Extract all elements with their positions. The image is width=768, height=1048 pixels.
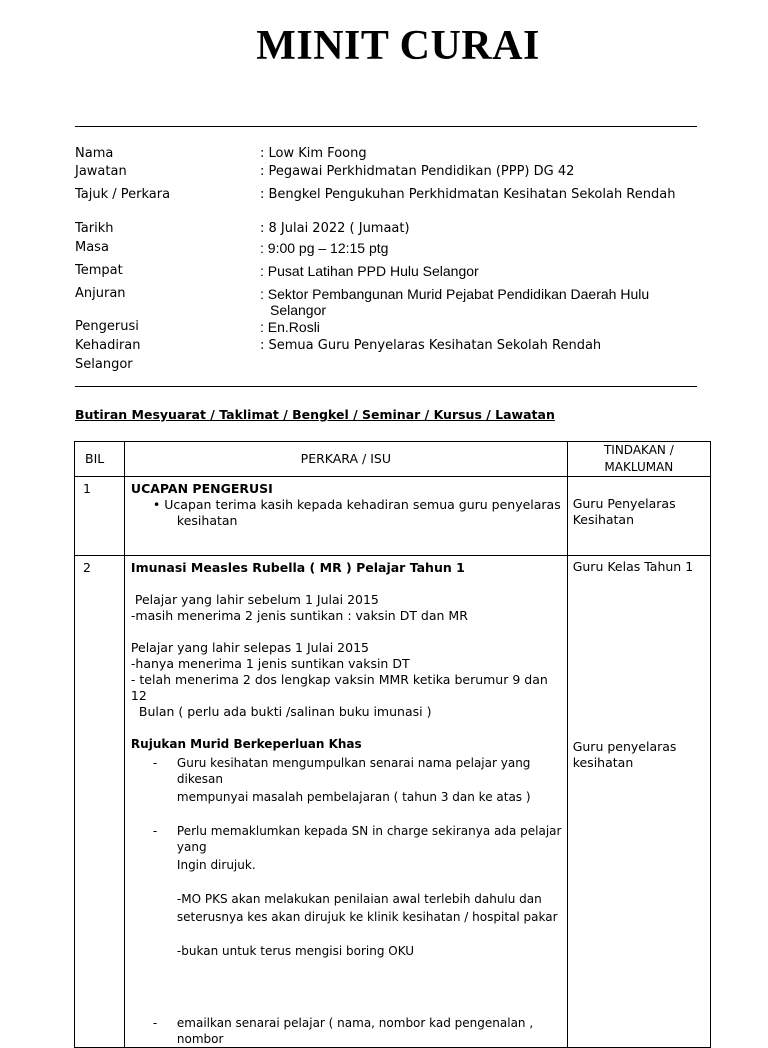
row-line: Bulan ( perlu ada bukti /salinan buku imunasi ) [130, 704, 432, 719]
field-value-nama: : Low Kim Foong [260, 146, 367, 161]
row-bil: 1 [75, 477, 125, 556]
field-label-kehadiran: Kehadiran [75, 338, 141, 353]
field-label-tarikh: Tarikh [75, 221, 114, 236]
tindakan-line1: Guru Penyelaras [572, 496, 676, 511]
row-line: Pelajar yang lahir selepas 1 Julai 2015 [130, 640, 369, 655]
list-dash: - [152, 824, 158, 838]
list-text-cont: seterusnya kes akan dirujuk ke klinik kesihatan / hospital pakar [176, 910, 558, 924]
row-tindakan [567, 477, 710, 556]
list-text: Guru kesihatan mengumpulkan senarai nama pelajar yang dikesan [176, 756, 531, 786]
row-heading: Imunasi Measles Rubella ( MR ) Pelajar Tahun 1 [130, 560, 465, 575]
header-tindakan-line2: MAKLUMAN [604, 460, 674, 474]
table-row [75, 477, 711, 556]
list-dash: - [152, 756, 158, 770]
list-text: emailkan senarai pelajar ( nama, nombor kad pengenalan , nombor [176, 1016, 534, 1046]
row-subheading: Rujukan Murid Berkeperluan Khas [130, 737, 362, 751]
field-label-tempat: Tempat [75, 263, 123, 278]
field-value-anjuran-line2: Selangor [270, 302, 327, 318]
field-value-masa: : 9:00 pg – 12:15 ptg [260, 240, 389, 256]
row-line: -hanya menerima 1 jenis suntikan vaksin DT [130, 656, 410, 671]
tindakan-block [573, 739, 677, 771]
list-item [131, 823, 565, 855]
tindakan-line: Guru Kelas Tahun 1 [572, 559, 694, 574]
row-tindakan [567, 556, 710, 1048]
field-label-nama: Nama [75, 146, 114, 161]
field-value-tajuk: : Bengkel Pengukuhan Perkhidmatan Kesihatan Sekolah Rendah [260, 187, 676, 202]
list-dash: - [152, 1016, 158, 1030]
list-item [131, 1015, 565, 1047]
header-bil: BIL [75, 442, 125, 477]
bottom-divider [75, 386, 697, 387]
row-line: -masih menerima 2 jenis suntikan : vaksin DT dan MR [130, 608, 468, 623]
table-header-row [75, 442, 711, 477]
row-bil: 2 [75, 556, 125, 1048]
field-value-jawatan: : Pegawai Perkhidmatan Pendidikan (PPP) DG 42 [260, 164, 575, 179]
field-value-tarikh: : 8 Julai 2022 ( Jumaat) [260, 221, 410, 236]
list-text: Perlu memaklumkan kepada SN in charge sekiranya ada pelajar yang [176, 824, 562, 854]
list-text-cont: Ingin dirujuk. [176, 858, 256, 872]
row-perkara [124, 556, 567, 1048]
header-perkara: PERKARA / ISU [124, 442, 567, 477]
row-perkara [124, 477, 567, 556]
minutes-table [74, 441, 711, 1048]
field-value-anjuran [260, 286, 649, 318]
list-text: -bukan untuk terus mengisi boring OKU [176, 944, 415, 958]
field-value-anjuran-line1: : Sektor Pembangunan Murid Pejabat Pendidikan Daerah Hulu [260, 286, 650, 302]
top-divider [75, 126, 697, 127]
field-label-anjuran: Anjuran [75, 286, 126, 301]
field-label-masa: Masa [75, 240, 109, 255]
field-value-tempat: : Pusat Latihan PPD Hulu Selangor [260, 263, 479, 279]
field-label-pengerusi: Pengerusi [75, 319, 139, 334]
section-heading: Butiran Mesyuarat / Taklimat / Bengkel / Seminar / Kursus / Lawatan [75, 407, 555, 422]
table-row [75, 556, 711, 1048]
document-title: MINIT CURAI [256, 23, 540, 69]
field-label-jawatan: Jawatan [75, 164, 127, 179]
header-tindakan [567, 442, 710, 477]
field-label-kehadiran-cont: Selangor [75, 357, 133, 372]
list-item [131, 755, 565, 787]
tindakan-line2: Kesihatan [572, 512, 635, 527]
bullet-item: • Ucapan terima kasih kepada kehadiran semua guru penyelaras [152, 497, 561, 512]
row-heading: UCAPAN PENGERUSI [130, 481, 273, 496]
header-tindakan-line1: TINDAKAN / [603, 443, 674, 457]
field-value-kehadiran: : Semua Guru Penyelaras Kesihatan Sekolah Rendah [260, 338, 602, 353]
tindakan-line: Guru penyelaras [572, 739, 677, 754]
row-line: - telah menerima 2 dos lengkap vaksin MMR ketika berumur 9 dan 12 [130, 672, 548, 703]
field-value-pengerusi: : En.Rosli [260, 319, 320, 335]
bullet-item-cont: kesihatan [176, 513, 238, 528]
row-line: Pelajar yang lahir sebelum 1 Julai 2015 [130, 592, 379, 607]
list-text: -MO PKS akan melakukan penilaian awal terlebih dahulu dan [176, 892, 542, 906]
field-label-tajuk: Tajuk / Perkara [75, 187, 171, 202]
list-text-cont: mempunyai masalah pembelajaran ( tahun 3 dan ke atas ) [176, 790, 531, 804]
tindakan-line: kesihatan [572, 755, 634, 770]
